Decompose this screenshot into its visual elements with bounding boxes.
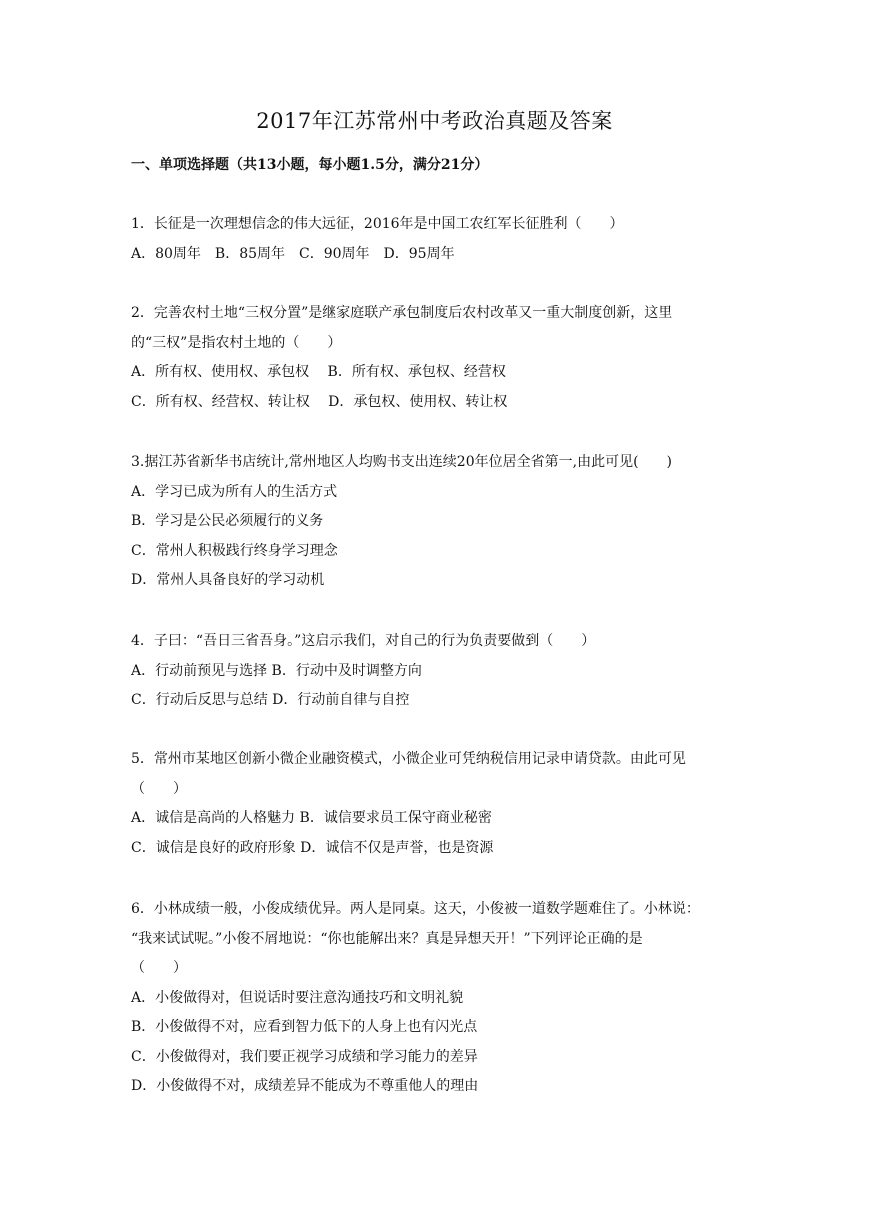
question-6-option-c: C．小俊做得对，我们要正视学习成绩和学习能力的差异: [131, 1048, 478, 1065]
question-5: [131, 745, 741, 863]
question-3: [131, 448, 741, 596]
question-2-options-ab: A．所有权、使用权、承包权 B．所有权、承包权、经营权: [131, 364, 506, 380]
question-3-option-c: C．常州人积极践行终身学习理念: [131, 542, 338, 559]
question-2-stem-line-2: 的“三权”是指农村土地的（ ）: [131, 334, 342, 351]
question-5-options-ab: A．诚信是高尚的人格魅力 B．诚信要求员工保守商业秘密: [131, 810, 492, 826]
question-3-option-a: A．学习已成为所有人的生活方式: [131, 483, 338, 500]
question-4-stem: 4．子曰：“吾日三省吾身。”这启示我们，对自己的行为负责要做到（ ）: [131, 633, 596, 649]
question-1: [131, 210, 741, 269]
question-3-stem: 3.据江苏省新华书店统计,常州地区人均购书支出连续20年位居全省第一,由此可见( ): [131, 454, 672, 470]
question-4: [131, 627, 741, 716]
question-4-options-cd: C．行动后反思与总结 D．行动前自律与自控: [131, 692, 410, 708]
question-3-option-b: B．学习是公民必须履行的义务: [131, 513, 324, 529]
question-5-options-cd: C．诚信是良好的政府形象 D．诚信不仅是声誉，也是资源: [131, 839, 494, 856]
question-6-stem-line-3: （ ）: [131, 960, 187, 976]
question-2: [131, 299, 741, 417]
section-heading: 一、单项选择题（共13小题，每小题1.5分，满分21分）: [131, 157, 489, 173]
question-3-option-d: D．常州人具备良好的学习动机: [131, 572, 325, 588]
question-2-options-cd: C．所有权、经营权、转让权 D．承包权、使用权、转让权: [131, 393, 508, 410]
question-5-stem-line-1: 5．常州市某地区创新小微企业融资模式，小微企业可凭纳税信用记录申请贷款。由此可见: [131, 751, 686, 767]
question-6-option-d: D．小俊做得不对，成绩差异不能成为不尊重他人的理由: [131, 1078, 479, 1094]
question-6-option-b: B．小俊做得不对，应看到智力低下的人身上也有闪光点: [131, 1019, 478, 1035]
question-4-options-ab: A．行动前预见与选择 B．行动中及时调整方向: [131, 662, 422, 679]
question-6: [131, 895, 741, 1102]
question-6-option-a: A．小俊做得对，但说话时要注意沟通技巧和文明礼貌: [131, 989, 464, 1006]
question-5-stem-line-2: （ ）: [131, 780, 187, 797]
question-6-stem-line-2: “我来试试呢。”小俊不屑地说：“你也能解出来？真是异想天开！”下列评论正确的是: [131, 930, 643, 947]
question-6-stem-line-1: 6．小林成绩一般，小俊成绩优异。两人是同桌。这天，小俊被一道数学题难住了。小林说：: [131, 901, 700, 917]
question-1-options: A．80周年 B．85周年 C．90周年 D．95周年: [131, 245, 455, 262]
question-2-stem-line-1: 2．完善农村土地“三权分置”是继家庭联产承包制度后农村改革又一重大制度创新，这里: [131, 305, 673, 321]
page-title: 2017年江苏常州中考政治真题及答案: [256, 109, 613, 133]
question-1-stem: 1．长征是一次理想信念的伟大远征，2016年是中国工农红军长征胜利（ ）: [131, 216, 624, 232]
